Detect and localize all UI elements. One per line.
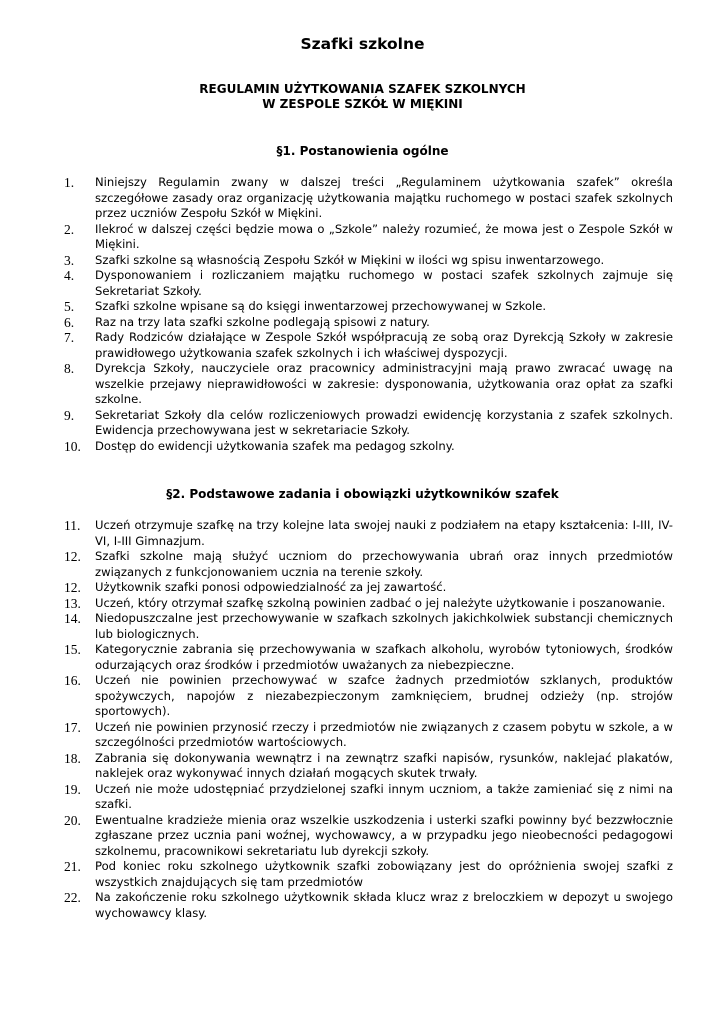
- list-item: [64, 580, 673, 596]
- list-item: [64, 253, 673, 269]
- list-item: [64, 222, 673, 253]
- list-item-number: 10.: [64, 438, 81, 454]
- list-item-text: Użytkownik szafki ponosi odpowiedzialność za jej zawartość.: [95, 580, 447, 594]
- list-item: [64, 596, 673, 612]
- list-item: [64, 782, 673, 813]
- regulation-title-line2: W ZESPOLE SZKÓŁ W MIĘKINI: [262, 97, 463, 111]
- list-item: [64, 611, 673, 642]
- list-item-text: Sekretariat Szkoły dla celów rozliczeniowych prowadzi ewidencję korzystania z szafek szkolnych. Ewidencja przechowywana jest w sekretariacie Szkoły.: [95, 407, 673, 437]
- list-item-text: Niniejszy Regulamin zwany w dalszej treści „Regulaminem użytkowania szafek” określa szczegółowe zasady oraz organizację użytkowania majątku ruchomego w postaci szafek szkolnych przez uczniów Zespołu Szkół w Miękini.: [95, 175, 673, 220]
- list-item-text: Rady Rodziców działające w Zespole Szkół współpracują ze sobą oraz Dyrekcją Szkoły w zakresie prawidłowego użytkowania szafek szkolnych i ich właściwej dyspozycji.: [95, 330, 673, 360]
- list-item-text: Uczeń nie powinien przynosić rzeczy i przedmiotów nie związanych z czasem pobytu w szkole, a w szczególności przedmiotów wartościowych.: [95, 719, 673, 749]
- list-item-number: 3.: [64, 252, 75, 268]
- list-item: [64, 751, 673, 782]
- list-item-text: Dysponowaniem i rozliczaniem majątku ruchomego w postaci szafek szkolnych zajmuje się Sekretariat Szkoły.: [95, 268, 673, 298]
- list-item: [64, 330, 673, 361]
- list-item-number: 18.: [64, 750, 81, 766]
- list-item-text: Zabrania się dokonywania wewnątrz i na zewnątrz szafki napisów, rysunków, naklejać plakatów, naklejek oraz wykonywać innych działań mogących skutek trwały.: [95, 750, 673, 780]
- list-item-number: 15.: [64, 642, 81, 657]
- list-item-number: 6.: [64, 314, 75, 330]
- list-item-text: Szafki szkolne mają służyć uczniom do przechowywania ubrań oraz innych przedmiotów związanych z funkcjonowaniem ucznia na terenie szkoły.: [95, 549, 673, 579]
- list-item-number: 17.: [64, 719, 81, 735]
- list-item-text: Niedopuszczalne jest przechowywanie w szafkach szkolnych jakichkolwiek substancji chemicznych lub biologicznych.: [95, 611, 673, 641]
- list-item-number: 13.: [64, 595, 81, 611]
- section1-heading: §1. Postanowienia ogólne: [276, 144, 449, 158]
- list-item-text: Uczeń nie może udostępniać przydzielonej szafki innym uczniom, a także zamieniać się z nimi na szafki.: [95, 781, 673, 811]
- list-item-text: Dostęp do ewidencji użytkowania szafek ma pedagog szkolny.: [95, 438, 455, 453]
- list-item: [64, 642, 673, 673]
- list-item: [64, 299, 673, 315]
- list-item: [64, 720, 673, 751]
- list-item: [64, 361, 673, 408]
- list-item-text: Raz na trzy lata szafki szkolne podlegają spisowi z natury.: [95, 314, 430, 329]
- list-item: [64, 315, 673, 331]
- list-item-text: Ilekroć w dalszej części będzie mowa o „Szkole” należy rozumieć, że mowa jest o Zespole Szkół w Miękini.: [95, 221, 673, 251]
- section2-heading: §2. Podstawowe zadania i obowiązki użytkowników szafek: [166, 487, 559, 501]
- list-item-number: 1.: [64, 175, 75, 190]
- regulation-title: [0, 82, 725, 112]
- list-item: [64, 175, 673, 222]
- list-item-number: 21.: [64, 859, 81, 874]
- list-item-number: 7.: [64, 330, 75, 345]
- list-item: [64, 673, 673, 720]
- list-item-text: Szafki szkolne wpisane są do księgi inwentarzowej przechowywanej w Szkole.: [95, 299, 547, 313]
- list-item: [64, 890, 673, 921]
- list-item-number: 5.: [64, 299, 75, 314]
- list-item-number: 20.: [64, 812, 81, 828]
- section1-list: [64, 175, 673, 454]
- list-item-text: Uczeń, który otrzymał szafkę szkolną powinien zadbać o jej należyte użytkowanie i poszanowanie.: [95, 595, 666, 610]
- list-item: [64, 549, 673, 580]
- list-item-number: 22.: [64, 890, 81, 905]
- document-title: Szafki szkolne: [300, 35, 425, 53]
- list-item-number: 8.: [64, 361, 75, 376]
- list-item: [64, 813, 673, 860]
- list-item-text: Pod koniec roku szkolnego użytkownik szafki zobowiązany jest do opróżnienia swojej szafki z wszystkich znajdujących się tam przedmiotów: [95, 859, 673, 889]
- list-item-number: 2.: [64, 221, 75, 237]
- list-item-number: 11.: [64, 518, 81, 533]
- list-item-text: Ewentualne kradzieże mienia oraz wszelkie uszkodzenia i usterki szafki powinny być bezzwłocznie zgłaszane przez ucznia pani woźnej, wychowawcy, a w przypadku jego nieobecności pedagogowi szkolnemu, pracownikowi sekretariatu lub dyrekcji szkoły.: [95, 812, 673, 858]
- regulation-title-line1: REGULAMIN UŻYTKOWANIA SZAFEK SZKOLNYCH: [199, 82, 526, 96]
- section2-list: [64, 518, 673, 921]
- list-item-number: 12.: [64, 549, 81, 564]
- list-item-number: 14.: [64, 611, 81, 626]
- list-item-number: 4.: [64, 268, 75, 283]
- list-item: [64, 439, 673, 455]
- list-item: [64, 408, 673, 439]
- list-item: [64, 518, 673, 549]
- list-item-number: 16.: [64, 673, 81, 688]
- list-item-text: Na zakończenie roku szkolnego użytkownik składa klucz wraz z breloczkiem w depozyt u swojego wychowawcy klasy.: [95, 890, 673, 920]
- list-item-text: Kategorycznie zabrania się przechowywania w szafkach alkoholu, wyrobów tytoniowych, środków odurzających oraz środków i przedmiotów uważanych za niebezpieczne.: [95, 642, 673, 672]
- list-item-text: Uczeń nie powinien przechowywać w szafce żadnych przedmiotów szklanych, produktów spożywczych, napojów z niezabezpieczonym zamknięciem, brudnej odzieży (np. strojów sportowych).: [95, 673, 673, 718]
- list-item-number: 12.: [64, 580, 81, 595]
- list-item-text: Dyrekcja Szkoły, nauczyciele oraz pracownicy administracyjni mają prawo zwracać uwagę na wszelkie przejawy nieprawidłowości w zakresie: dysponowania, użytkowania oraz opłat za szafki szkolne.: [95, 361, 673, 406]
- list-item: [64, 859, 673, 890]
- list-item-number: 9.: [64, 407, 75, 423]
- list-item-text: Uczeń otrzymuje szafkę na trzy kolejne lata swojej nauki z podziałem na etapy kształcenia: I-III, IV-VI, I-III Gimnazjum.: [95, 518, 673, 548]
- list-item-text: Szafki szkolne są własnością Zespołu Szkół w Miękini w ilości wg spisu inwentarzowego.: [95, 252, 605, 267]
- list-item-number: 19.: [64, 781, 81, 797]
- list-item: [64, 268, 673, 299]
